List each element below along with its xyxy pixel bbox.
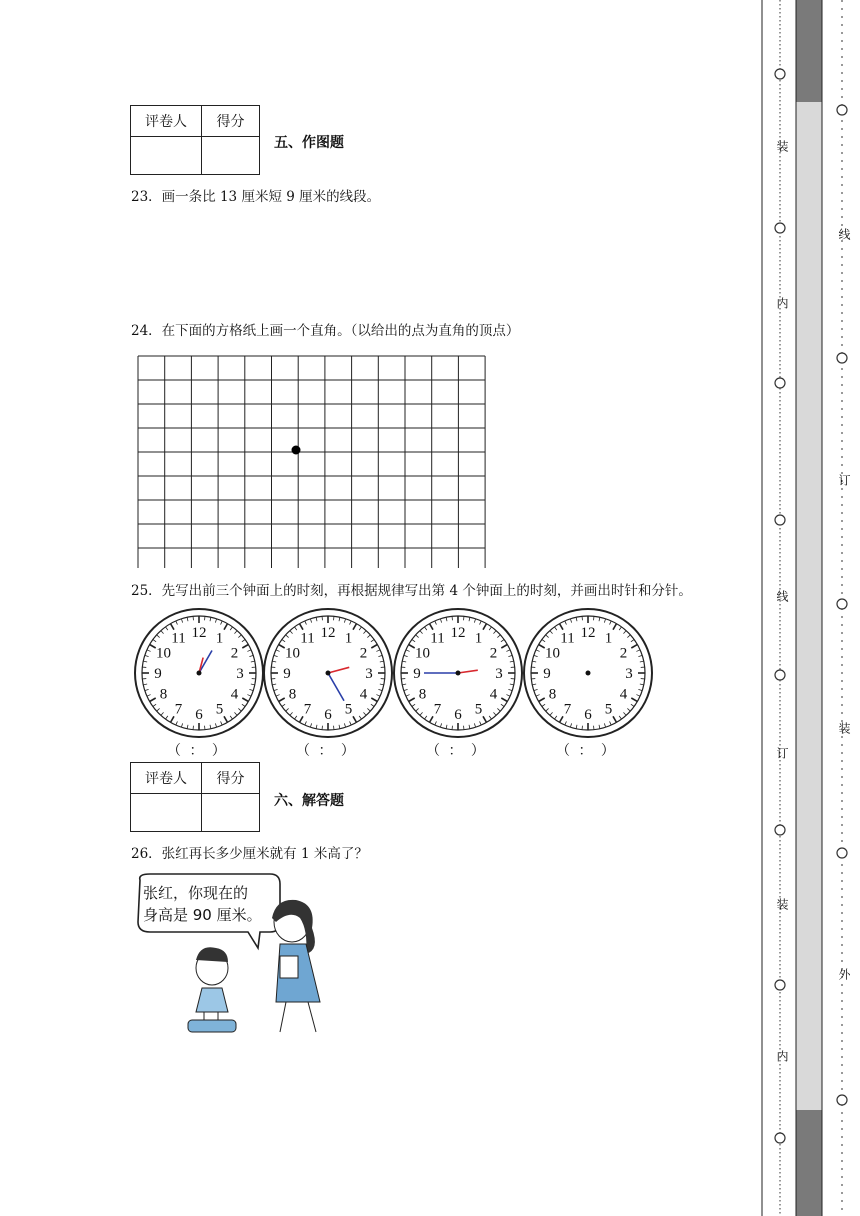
clock-number: 8 [418,686,427,703]
clock-number: 12 [450,625,466,641]
clock-number: 4 [359,686,368,703]
clock-2 [262,607,394,743]
grader-cell-2[interactable] [131,794,202,832]
binding-inner-char-3: 线 [775,590,789,602]
clock-number: 7 [563,701,572,718]
score-cell-2[interactable] [202,794,260,832]
binding-outer-char-2: 订 [837,474,851,486]
clock-number: 11 [430,630,445,647]
binding-inner-char-2: 内 [775,297,789,309]
clock-number: 1 [344,630,353,647]
clock-number: 9 [283,666,291,682]
clock-number: 8 [288,686,297,703]
clock-number: 7 [433,701,442,718]
score-header: 得分 [202,106,260,137]
clock-number: 2 [359,645,368,662]
clock-number: 12 [191,625,207,641]
clock-number: 11 [300,630,315,647]
section-6-title: 六、解答题 [274,793,344,809]
clock-number: 4 [619,686,628,703]
clock-number: 1 [474,630,483,647]
score-cell[interactable] [202,137,260,175]
clock-number: 9 [154,666,162,682]
clock-number: 6 [324,707,332,723]
binding-outer-char-3: 装 [837,722,851,734]
question-23: 23．画一条比 13 厘米短 9 厘米的线段。 [131,189,381,205]
clock-number: 5 [604,701,613,718]
clock-number: 12 [580,625,596,641]
clock-number: 9 [413,666,421,682]
clock-number: 3 [236,666,244,682]
speech-text [143,882,262,926]
clock-number: 6 [584,707,592,723]
score-table-2 [130,762,260,832]
girl-figure [188,947,236,1032]
binding-inner-char-6: 内 [775,1050,789,1062]
binding-margin [760,0,860,1216]
clock-number: 3 [495,666,503,682]
clock-number: 8 [159,686,168,703]
question-24: 24．在下面的方格纸上画一个直角。（以给出的点为直角的顶点） [131,323,520,339]
clock-number: 11 [560,630,575,647]
clock-number: 6 [195,707,203,723]
question-26: 26．张红再长多少厘米就有 1 米高了？ [131,846,368,862]
clock-number: 3 [365,666,373,682]
clock-1 [133,607,265,743]
clock-number: 10 [414,645,430,662]
grader-header-2: 评卷人 [131,763,202,794]
clock-number: 1 [215,630,224,647]
score-header-2: 得分 [202,763,260,794]
clock-number: 7 [174,701,183,718]
clock-number: 4 [489,686,498,703]
clock-number: 10 [544,645,560,662]
clock-number: 2 [489,645,498,662]
speech-line-2: 身高是 90 厘米。 [143,906,262,924]
clock-number: 5 [344,701,353,718]
clock-number: 10 [155,645,171,662]
clock-number: 3 [625,666,633,682]
clock-number: 8 [548,686,557,703]
grader-header: 评卷人 [131,106,202,137]
clock-number: 4 [230,686,239,703]
clock-number: 2 [230,645,239,662]
clock-number: 6 [454,707,462,723]
right-angle-vertex-dot [292,446,301,455]
grader-cell[interactable] [131,137,202,175]
clock-number: 9 [543,666,551,682]
binding-inner-char-5: 装 [775,898,789,910]
clock-time-blank-1[interactable]: （ ： ） [167,743,228,759]
binding-inner-char-1: 装 [775,140,789,152]
woman-figure [272,900,320,1032]
clock-number: 12 [320,625,336,641]
clock-number: 11 [171,630,186,647]
clock-number: 5 [215,701,224,718]
section-5-title: 五、作图题 [274,135,344,151]
clock-number: 2 [619,645,628,662]
score-table-1 [130,105,260,175]
clock-number: 10 [284,645,300,662]
speech-line-1: 张红，你现在的 [143,884,249,902]
clock-number: 5 [474,701,483,718]
clock-time-blank-4[interactable]: （ ： ） [556,743,617,759]
grid-paper[interactable] [135,354,489,570]
binding-outer-char-1: 线 [837,228,851,240]
clock-time-blank-3[interactable]: （ ： ） [426,743,487,759]
clock-number: 1 [604,630,613,647]
clock-4[interactable] [522,607,654,743]
binding-outer-char-4: 外 [837,968,851,980]
clock-time-blank-2[interactable]: （ ： ） [296,743,357,759]
question-25: 25．先写出前三个钟面上的时刻，再根据规律写出第 4 个钟面上的时刻，并画出时针和分针。 [131,583,692,599]
clock-3 [392,607,524,743]
binding-inner-char-4: 订 [775,747,789,759]
clock-number: 7 [303,701,312,718]
scale [188,1020,236,1032]
